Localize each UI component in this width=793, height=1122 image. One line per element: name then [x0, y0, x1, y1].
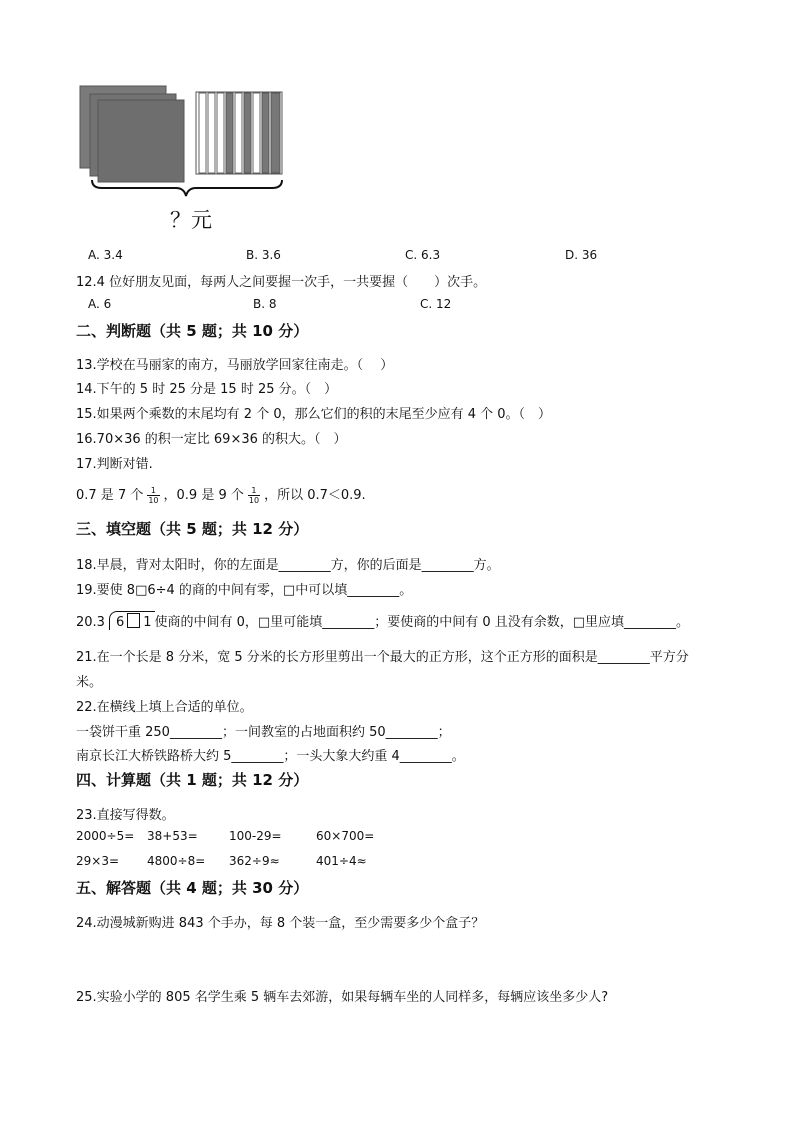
- calc-item: 362÷9≈: [229, 854, 280, 868]
- fraction-one-tenth: $\frac{1}{10}$: [248, 486, 260, 505]
- section-3-title: 三、填空题（共 5 题；共 12 分）: [76, 520, 309, 538]
- q11-option-b: B. 3.6: [246, 248, 281, 262]
- question-13: 13.学校在马丽家的南方，马丽放学回家往南走。（ ）: [76, 358, 394, 373]
- section-4-title: 四、计算题（共 1 题；共 12 分）: [76, 771, 309, 789]
- q11-option-a: A. 3.4: [88, 248, 123, 262]
- q12-option-b: B. 8: [253, 297, 277, 311]
- question-15: 15.如果两个乘数的末尾均有 2 个 0，那么它们的积的末尾至少应有 4 个 0。（ ）: [76, 407, 552, 422]
- section-5-title: 五、解答题（共 4 题；共 30 分）: [76, 879, 309, 897]
- calc-item: 29×3=: [76, 854, 120, 868]
- fraction-one-tenth: $\frac{1}{10}$: [148, 486, 159, 505]
- question-19: 19.要使 8□6÷4 的商的中间有零，□中可以填________。: [76, 583, 413, 598]
- q12-option-a: A. 6: [88, 297, 112, 311]
- question-24: 24.动漫城新购进 843 个手办，每 8 个装一盒，至少需要多少个盒子？: [76, 916, 485, 931]
- calc-item: 38+53=: [147, 829, 198, 843]
- calc-item: 60×700=: [316, 829, 375, 843]
- q12-option-c: C. 12: [420, 297, 452, 311]
- ten-strips: [196, 92, 282, 174]
- question-20: 20.3 6 1 使商的中间有 0，□里可能填________；要使商的中间有 0 且没有余数，□里应填________。: [76, 611, 689, 630]
- long-division-bracket: 6 1: [109, 611, 155, 630]
- calc-item: 4800÷8=: [147, 854, 206, 868]
- question-22-line-1: 一袋饼干重 250________；一间教室的占地面积约 50________；: [76, 725, 451, 740]
- question-22-line-2: 南京长江大桥铁路桥大约 5________；一头大象大约重 4________。: [76, 749, 465, 764]
- question-14: 14.下午的 5 时 25 分是 15 时 25 分。（ ）: [76, 382, 338, 397]
- q11-option-c: C. 6.3: [405, 248, 441, 262]
- q11-option-d: D. 36: [565, 248, 598, 262]
- question-21-line-1: 21.在一个长是 8 分米，宽 5 分米的长方形里剪出一个最大的正方形，这个正方形的面积是________平方分: [76, 650, 689, 665]
- calc-item: 401÷4≈: [316, 854, 367, 868]
- question-25: 25.实验小学的 805 名学生乘 5 辆车去郊游，如果每辆车坐的人同样多，每辆应该坐多少人?: [76, 990, 609, 1005]
- question-22: 22.在横线上填上合适的单位。: [76, 700, 253, 715]
- calc-item: 100-29=: [229, 829, 282, 843]
- question-17-statement: 0.7 是 7 个 $\frac{1}{10}$ ，0.9 是 9 个 $\frac{1}{10}$ ，所以 0.7＜0.9.: [76, 486, 366, 505]
- stacked-hundred-squares: [80, 86, 184, 182]
- question-16: 16.70×36 的积一定比 69×36 的积大。（ ）: [76, 432, 347, 447]
- question-12: 12.4 位好朋友见面，每两人之间要握一次手，一共要握（ ）次手。: [76, 275, 487, 290]
- question-18: 18.早晨，背对太阳时，你的左面是________方，你的后面是________方。: [76, 558, 500, 573]
- section-2-title: 二、判断题（共 5 题；共 10 分）: [76, 322, 309, 340]
- question-17: 17.判断对错.: [76, 457, 153, 472]
- question-21-line-2: 米。: [76, 675, 103, 690]
- calc-item: 2000÷5=: [76, 829, 135, 843]
- figure-caption: ？元: [170, 208, 212, 232]
- question-23: 23.直接写得数。: [76, 808, 175, 823]
- blank-box: [127, 613, 140, 628]
